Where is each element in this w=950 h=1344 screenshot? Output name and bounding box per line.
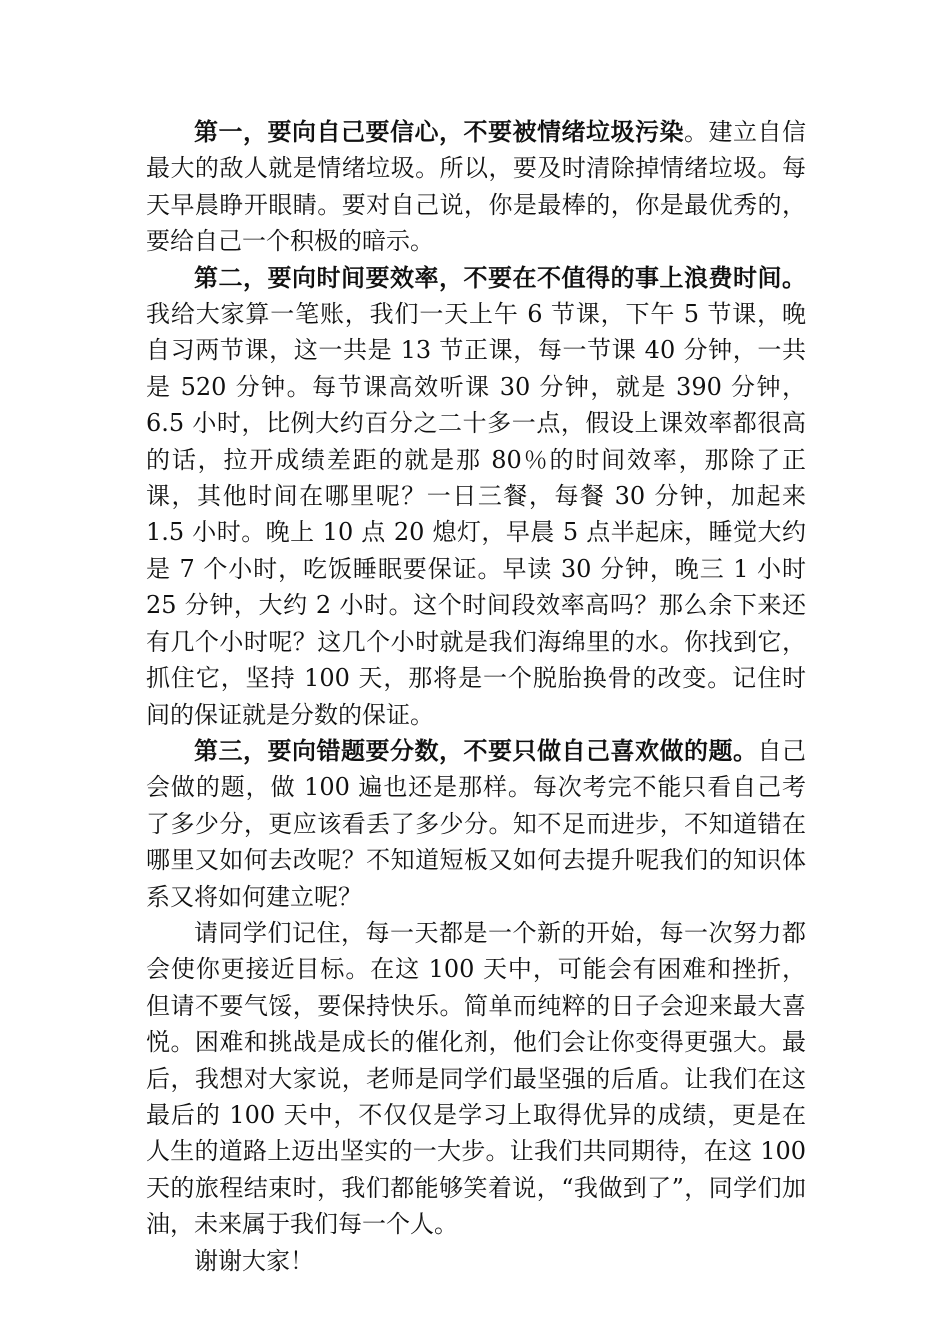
paragraph-body: 自己会做的题，做 100 遍也还是那样。每次考完不能只看自己考了多少分，更应该看丢了多少分。知不足而进步，不知道错在哪里又如何去改呢？不知道短板又如何去提升呢我们的知识体系又将如何建立呢？ — [146, 736, 806, 911]
paragraph-thanks — [146, 1243, 806, 1279]
paragraph-heading: 第二，要向时间要效率，不要在不值得的事上浪费时间。 — [194, 262, 806, 292]
paragraph-body: 。建立自信最大的敌人就是情绪垃圾。所以，要及时清除掉情绪垃圾。每天早晨睁开眼睛。要对自己说，你是最棒的，你是最优秀的，要给自己一个积极的暗示。 — [146, 118, 806, 256]
paragraph-encouragement — [146, 915, 806, 1243]
document-page — [146, 114, 806, 1279]
paragraph-confidence — [146, 114, 806, 260]
paragraph-body: 请同学们记住，每一天都是一个新的开始，每一次努力都会使你更接近目标。在这 100 天中，可能会有困难和挫折，但请不要气馁，要保持快乐。简单而纯粹的日子会迎来最大喜悦。困难和挑战是成长的催化剂，他们会让你变得更强大。最后，我想对大家说，老师是同学们最坚强的后盾。让我们在这最后的 100 天中，不仅仅是学习上取得优异的成绩，更是在人生的道路上迈出坚实的一大步。让我们共同期待，在这 100 天的旅程结束时，我们都能够笑着说，“我做到了”，同学们加油，未来属于我们每一个人。 — [146, 918, 806, 1239]
paragraph-time-efficiency — [146, 260, 806, 733]
paragraph-heading: 第三，要向错题要分数，不要只做自己喜欢做的题。 — [194, 735, 758, 765]
paragraph-wrong-questions — [146, 733, 806, 915]
paragraph-body: 我给大家算一笔账，我们一天上午 6 节课，下午 5 节课，晚自习两节课，这一共是 13 节正课，每一节课 40 分钟，一共是 520 分钟。每节课高效听课 30 分钟，就是 390 分钟，6.5 小时，比例大约百分之二十多一点，假设上课效率都很高的话，拉开成绩差距的就是那 80％的时间效率，那除了正课，其他时间在哪里呢？一日三餐，每餐 30 分钟，加起来 1.5 小时。晚上 10 点 20 熄灯，早晨 5 点半起床，睡觉大约是 7 个小时，吃饭睡眠要保证。早读 30 分钟，晚三 1 小时 25 分钟，大约 2 小时。这个时间段效率高吗？那么余下来还有几个小时呢？这几个小时就是我们海绵里的水。你找到它，抓住它，坚持 100 天，那将是一个脱胎换骨的改变。记住时间的保证就是分数的保证。 — [146, 300, 806, 729]
paragraph-heading: 第一，要向自己要信心，不要被情绪垃圾污染 — [194, 117, 684, 146]
paragraph-body: 谢谢大家！ — [194, 1246, 314, 1275]
